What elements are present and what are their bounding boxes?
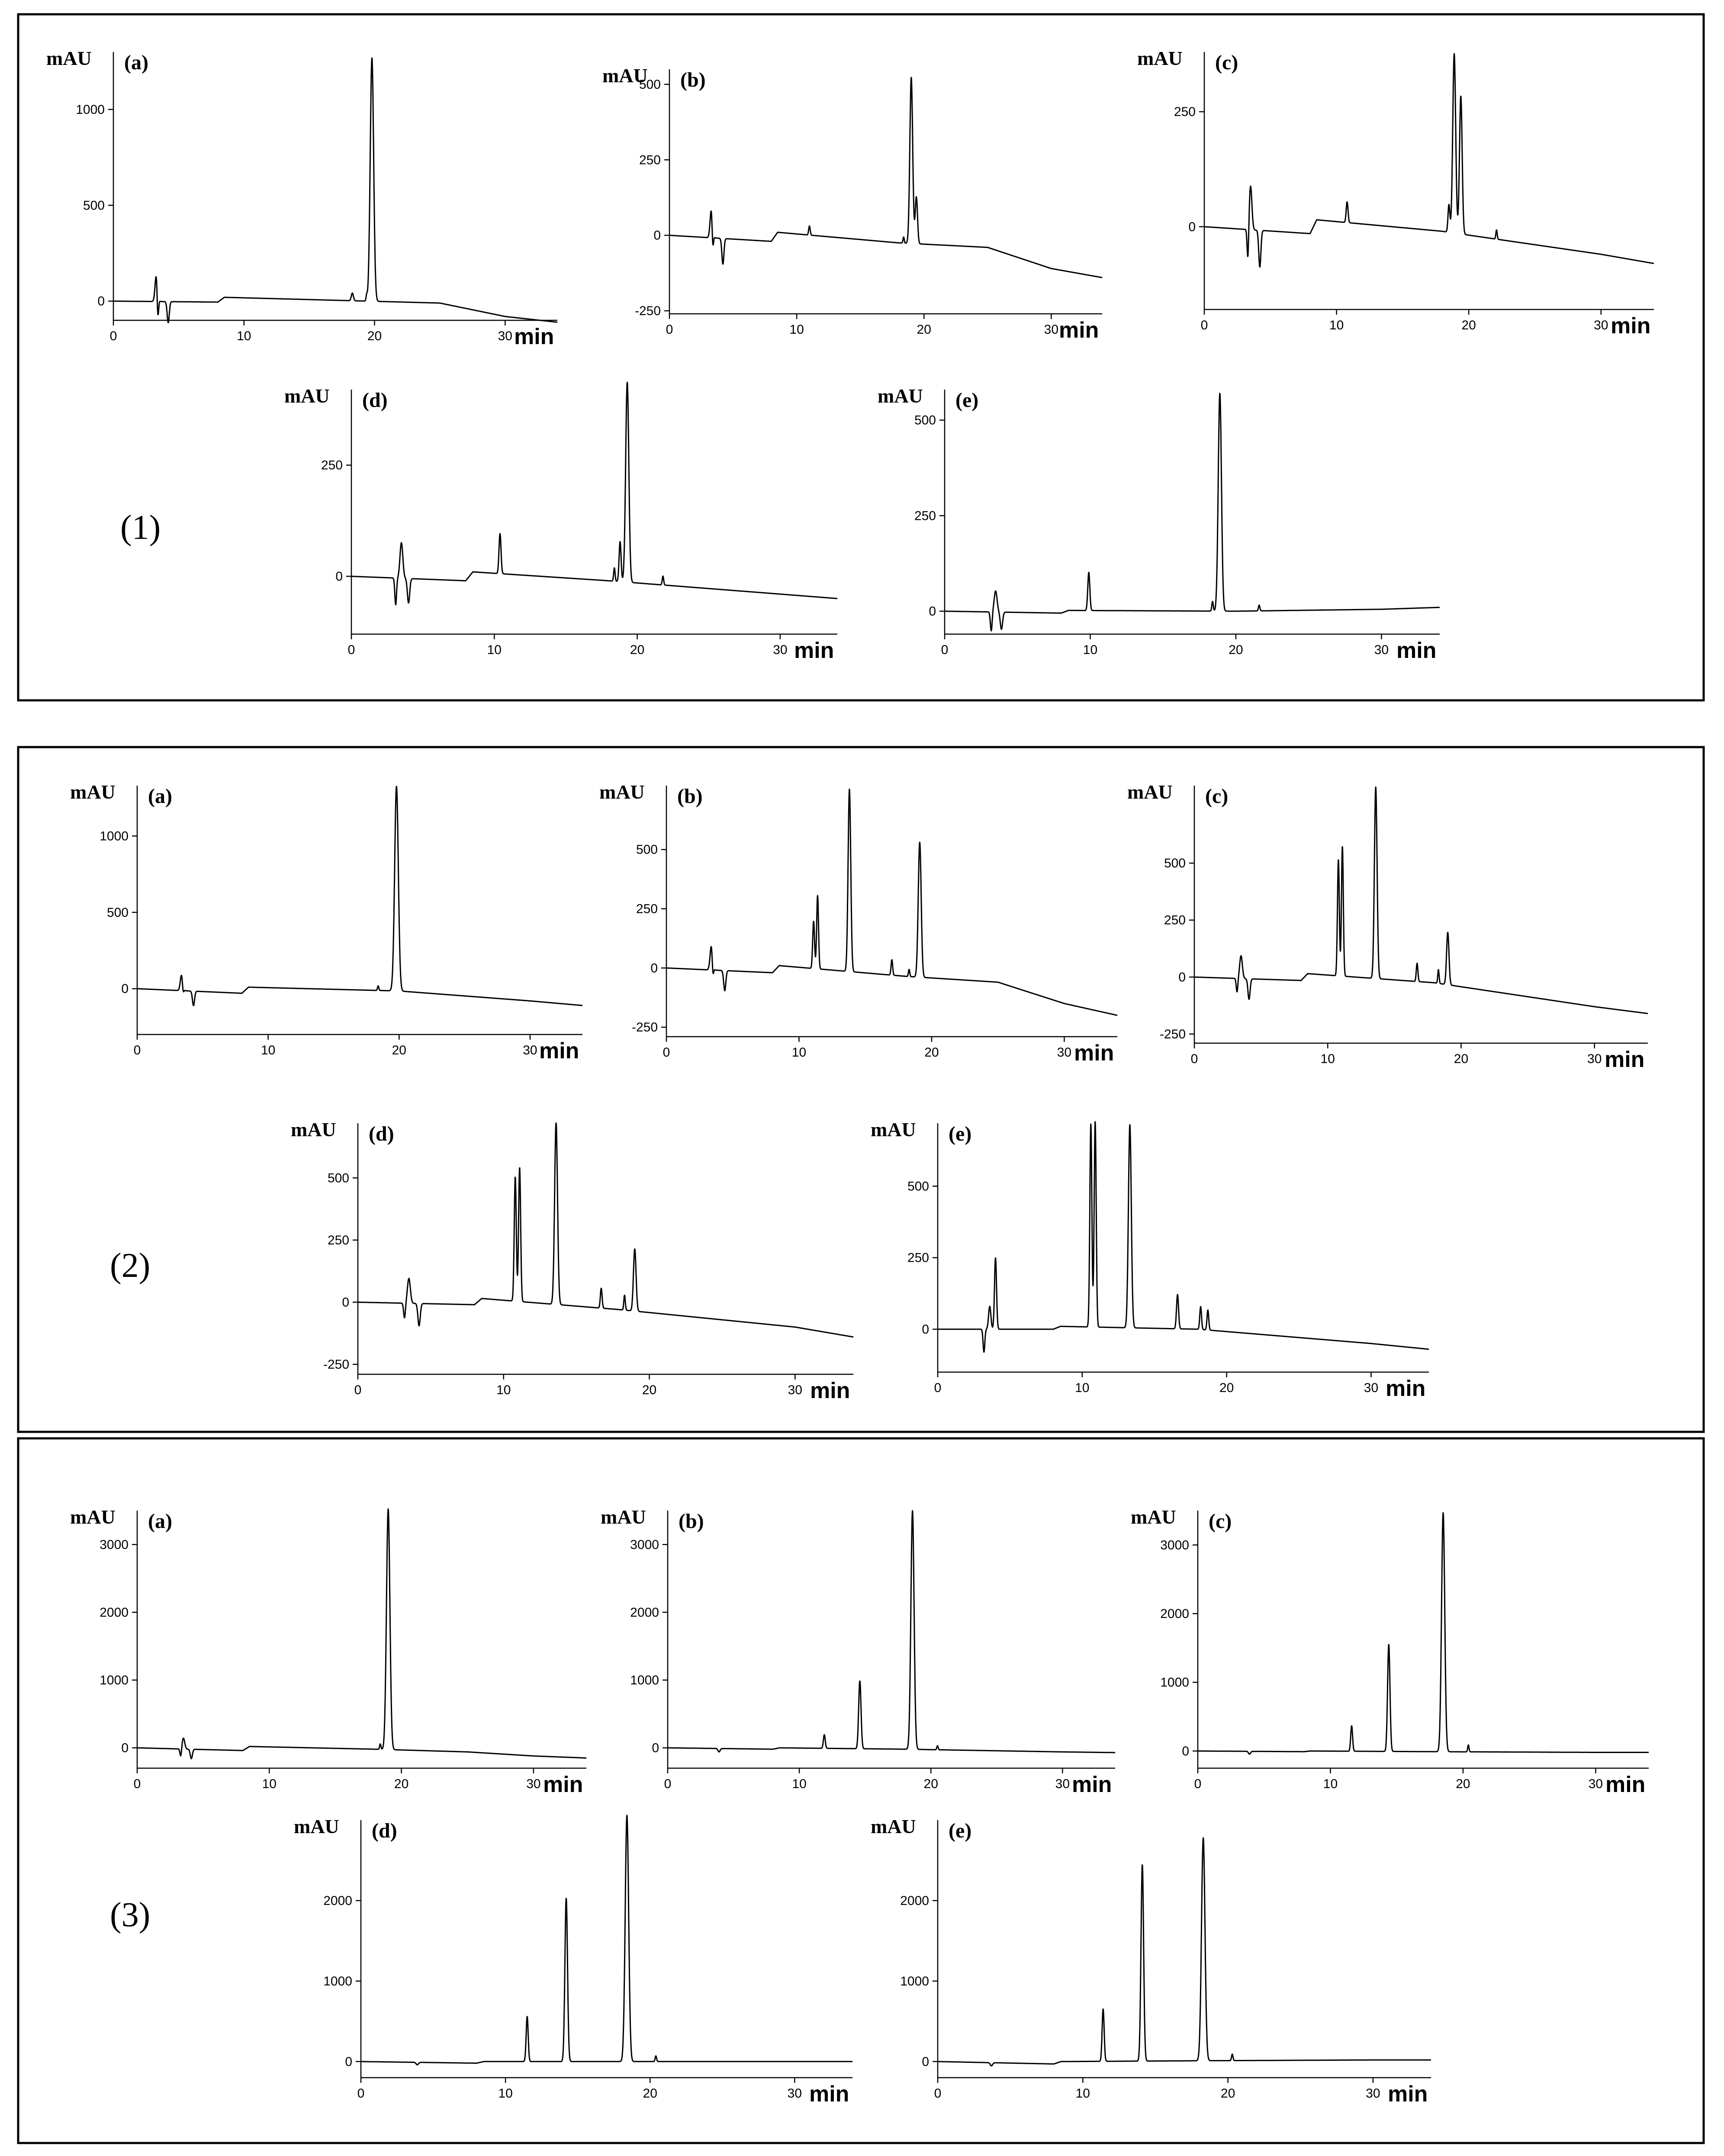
panel-label: (c) <box>1215 51 1238 74</box>
y-axis-label: mAU <box>284 385 330 407</box>
chart-panel-3-c <box>1131 1506 1649 1797</box>
y-tick-label: 500 <box>907 1179 929 1194</box>
y-tick-label: -250 <box>323 1357 349 1372</box>
x-tick-label: 20 <box>1220 2086 1235 2101</box>
y-tick-label: 0 <box>342 1295 349 1310</box>
x-tick-label: 20 <box>1454 1052 1469 1066</box>
y-tick-label: 0 <box>121 1741 129 1756</box>
x-tick-label: 30 <box>498 329 512 343</box>
chart-panel-2-b <box>599 781 1117 1066</box>
panel-label: (c) <box>1205 785 1229 808</box>
chromatogram-trace <box>358 1123 853 1337</box>
y-tick-label: 2000 <box>1160 1607 1189 1621</box>
x-axis-label: min <box>1386 1376 1426 1401</box>
y-tick-label: 1000 <box>76 102 105 117</box>
chart-panel-3-a <box>70 1506 586 1797</box>
chromatogram-trace <box>1204 54 1654 267</box>
x-tick-label: 10 <box>261 1043 276 1057</box>
chromatogram-trace <box>669 77 1102 277</box>
x-tick-label: 30 <box>1364 1381 1379 1395</box>
x-axis-label: min <box>1605 1772 1646 1797</box>
x-tick-label: 20 <box>394 1777 409 1791</box>
chart-panel-1-b <box>602 64 1102 343</box>
x-tick-label: 30 <box>788 1383 802 1397</box>
y-tick-label: 250 <box>639 153 661 168</box>
x-tick-label: 10 <box>789 322 804 337</box>
x-tick-label: 10 <box>262 1777 277 1791</box>
x-axis-label: min <box>1074 1041 1114 1066</box>
x-tick-label: 0 <box>1200 318 1208 332</box>
y-axis-label: mAU <box>871 1815 916 1837</box>
x-tick-label: 30 <box>787 2086 802 2101</box>
y-tick-label: 3000 <box>630 1537 659 1552</box>
y-tick-label: 0 <box>653 228 661 243</box>
x-tick-label: 10 <box>1083 643 1098 657</box>
panel-label: (d) <box>372 1819 397 1842</box>
panel-label: (a) <box>124 51 148 74</box>
chart-panel-2-e <box>871 1118 1429 1401</box>
y-axis-label: mAU <box>601 1506 646 1528</box>
y-tick-label: 250 <box>327 1233 349 1247</box>
y-tick-label: 0 <box>97 294 105 309</box>
x-axis-label: min <box>1605 1047 1645 1072</box>
y-axis-label: mAU <box>871 1118 916 1141</box>
x-tick-label: 0 <box>1190 1052 1198 1066</box>
y-axis-label: mAU <box>291 1118 336 1141</box>
x-tick-label: 20 <box>923 1777 938 1791</box>
y-tick-label: 0 <box>650 961 658 976</box>
x-tick-label: 20 <box>642 1383 657 1397</box>
y-tick-label: 0 <box>1188 219 1196 234</box>
group-frame-2 <box>18 747 1704 1432</box>
panel-label: (b) <box>677 785 703 808</box>
x-axis-label: min <box>1059 318 1099 343</box>
y-tick-label: 250 <box>1174 105 1196 119</box>
chromatogram-trace <box>938 1122 1429 1352</box>
y-tick-label: 0 <box>1182 1744 1189 1759</box>
chromatogram-trace <box>668 1511 1115 1753</box>
x-tick-label: 30 <box>526 1777 541 1791</box>
x-axis-label: min <box>810 1378 850 1403</box>
y-tick-label: 500 <box>327 1171 349 1186</box>
x-tick-label: 20 <box>1219 1381 1234 1395</box>
chromatogram-trace <box>1194 787 1648 1013</box>
panel-label: (b) <box>680 68 706 91</box>
x-axis-label: min <box>1396 638 1437 663</box>
chart-panel-1-a <box>46 47 557 349</box>
x-tick-label: 0 <box>666 322 673 337</box>
x-tick-label: 30 <box>1044 322 1059 337</box>
chromatogram-trace <box>361 1815 852 2065</box>
x-tick-label: 30 <box>1588 1777 1603 1791</box>
group-label-1: (1) <box>120 509 161 547</box>
y-axis-label: mAU <box>1131 1506 1176 1528</box>
x-tick-label: 30 <box>523 1043 537 1057</box>
chart-panel-2-d <box>291 1118 853 1403</box>
panel-label: (d) <box>369 1122 394 1145</box>
x-tick-label: 0 <box>934 2086 942 2101</box>
x-axis-label: min <box>809 2082 849 2107</box>
x-tick-label: 0 <box>941 643 949 657</box>
x-tick-label: 30 <box>1055 1777 1070 1791</box>
chromatogram-trace <box>351 382 837 605</box>
y-axis-label: mAU <box>602 64 648 87</box>
x-tick-label: 20 <box>1456 1777 1470 1791</box>
chart-panel-1-d <box>284 382 837 663</box>
y-tick-label: 1000 <box>1160 1675 1189 1690</box>
y-tick-label: 2000 <box>630 1605 659 1620</box>
x-tick-label: 10 <box>1075 1381 1090 1395</box>
x-tick-label: 10 <box>1075 2086 1090 2101</box>
y-tick-label: 2000 <box>900 1893 929 1908</box>
y-tick-label: 500 <box>106 905 129 920</box>
x-tick-label: 20 <box>1461 318 1476 332</box>
x-tick-label: 10 <box>487 643 502 657</box>
y-tick-label: 3000 <box>100 1537 129 1552</box>
y-axis-label: mAU <box>70 781 116 803</box>
y-tick-label: 0 <box>345 2054 352 2069</box>
y-tick-label: 500 <box>636 842 658 857</box>
chromatogram-trace <box>137 1509 586 1759</box>
x-tick-label: 10 <box>791 1045 807 1060</box>
panel-label: (e) <box>955 389 979 412</box>
x-tick-label: 0 <box>133 1777 141 1791</box>
chart-panel-3-e <box>871 1815 1431 2107</box>
x-tick-label: 0 <box>1194 1777 1202 1791</box>
x-axis-label: min <box>514 324 554 349</box>
panel-label: (a) <box>148 785 172 808</box>
y-tick-label: 1000 <box>630 1673 659 1688</box>
x-tick-label: 20 <box>392 1043 406 1057</box>
y-tick-label: 250 <box>636 902 658 916</box>
y-tick-label: 250 <box>321 458 343 473</box>
x-tick-label: 10 <box>1320 1052 1335 1066</box>
chromatogram-trace <box>938 1838 1431 2066</box>
y-tick-label: 0 <box>929 604 936 619</box>
x-tick-label: 20 <box>367 329 382 343</box>
x-axis-label: min <box>1388 2082 1428 2107</box>
x-tick-label: 0 <box>133 1043 141 1057</box>
group-frame-1 <box>18 14 1704 700</box>
panel-label: (b) <box>679 1510 704 1533</box>
y-tick-label: 0 <box>922 2054 929 2069</box>
x-tick-label: 20 <box>924 1045 939 1060</box>
x-tick-label: 0 <box>664 1777 672 1791</box>
x-axis-label: min <box>543 1772 583 1797</box>
y-tick-label: 0 <box>922 1322 929 1337</box>
y-tick-label: 1000 <box>900 1974 929 1988</box>
group-label-3: (3) <box>110 1896 151 1934</box>
x-tick-label: 30 <box>1594 318 1608 332</box>
x-axis-label: min <box>1072 1772 1112 1797</box>
x-tick-label: 0 <box>109 329 117 343</box>
y-axis-label: mAU <box>70 1506 116 1528</box>
y-tick-label: 0 <box>335 569 343 584</box>
x-tick-label: 30 <box>1057 1045 1072 1060</box>
x-tick-label: 0 <box>354 1383 362 1397</box>
chart-panel-3-d <box>294 1815 852 2107</box>
chart-panel-3-b <box>601 1506 1115 1797</box>
y-tick-label: -250 <box>634 304 661 319</box>
x-tick-label: 0 <box>357 2086 365 2101</box>
x-tick-label: 10 <box>1329 318 1344 332</box>
y-tick-label: 0 <box>121 982 129 996</box>
x-tick-label: 10 <box>237 329 251 343</box>
chromatogram-trace <box>113 58 557 323</box>
y-tick-label: 250 <box>1164 913 1186 928</box>
x-axis-label: min <box>794 638 834 663</box>
chromatogram-trace <box>666 789 1117 1015</box>
y-tick-label: 250 <box>907 1250 929 1265</box>
y-tick-label: -250 <box>1159 1027 1186 1041</box>
x-axis-label: min <box>1611 313 1651 338</box>
panel-label: (d) <box>362 389 388 412</box>
chromatogram-trace <box>945 393 1440 631</box>
y-axis-label: mAU <box>878 385 923 407</box>
x-tick-label: 20 <box>917 322 931 337</box>
x-axis-label: min <box>539 1038 579 1063</box>
x-tick-label: 0 <box>347 643 355 657</box>
panel-label: (e) <box>949 1819 972 1842</box>
y-tick-label: 0 <box>652 1741 659 1756</box>
y-tick-label: 2000 <box>100 1605 129 1620</box>
x-tick-label: 0 <box>934 1381 942 1395</box>
group-label-2: (2) <box>110 1247 151 1285</box>
x-tick-label: 20 <box>643 2086 657 2101</box>
chart-panel-1-c <box>1137 47 1654 338</box>
y-axis-label: mAU <box>599 781 645 803</box>
x-tick-label: 10 <box>496 1383 511 1397</box>
chart-panel-2-c <box>1127 781 1648 1072</box>
y-tick-label: -250 <box>631 1020 658 1035</box>
x-tick-label: 10 <box>1323 1777 1338 1791</box>
y-tick-label: 3000 <box>1160 1538 1189 1553</box>
y-tick-label: 1000 <box>100 829 129 844</box>
chart-panels <box>46 47 1654 2107</box>
y-tick-label: 0 <box>1178 970 1186 985</box>
x-tick-label: 10 <box>792 1777 807 1791</box>
y-axis-label: mAU <box>294 1815 339 1837</box>
y-tick-label: 500 <box>639 77 661 92</box>
x-tick-label: 20 <box>1229 643 1243 657</box>
chromatogram-trace <box>1198 1513 1649 1754</box>
x-tick-label: 0 <box>663 1045 670 1060</box>
x-tick-label: 10 <box>498 2086 513 2101</box>
y-tick-label: 1000 <box>100 1673 129 1688</box>
y-axis-label: mAU <box>46 47 92 69</box>
x-tick-label: 30 <box>773 643 788 657</box>
y-tick-label: 500 <box>83 198 105 213</box>
x-tick-label: 30 <box>1587 1052 1602 1066</box>
panel-label: (c) <box>1209 1510 1232 1533</box>
x-tick-label: 30 <box>1366 2086 1380 2101</box>
y-axis-label: mAU <box>1127 781 1173 803</box>
chart-panel-2-a <box>70 781 582 1063</box>
y-tick-label: 500 <box>1164 856 1186 871</box>
x-tick-label: 30 <box>1374 643 1389 657</box>
y-axis-label: mAU <box>1137 47 1183 69</box>
panel-label: (e) <box>949 1122 972 1145</box>
y-tick-label: 2000 <box>323 1893 352 1908</box>
chart-panel-1-e <box>878 385 1440 663</box>
y-tick-label: 500 <box>914 413 936 428</box>
panel-label: (a) <box>148 1510 172 1533</box>
chromatogram-trace <box>137 786 582 1005</box>
y-tick-label: 250 <box>914 509 936 523</box>
y-tick-label: 1000 <box>323 1974 352 1988</box>
x-tick-label: 20 <box>630 643 645 657</box>
